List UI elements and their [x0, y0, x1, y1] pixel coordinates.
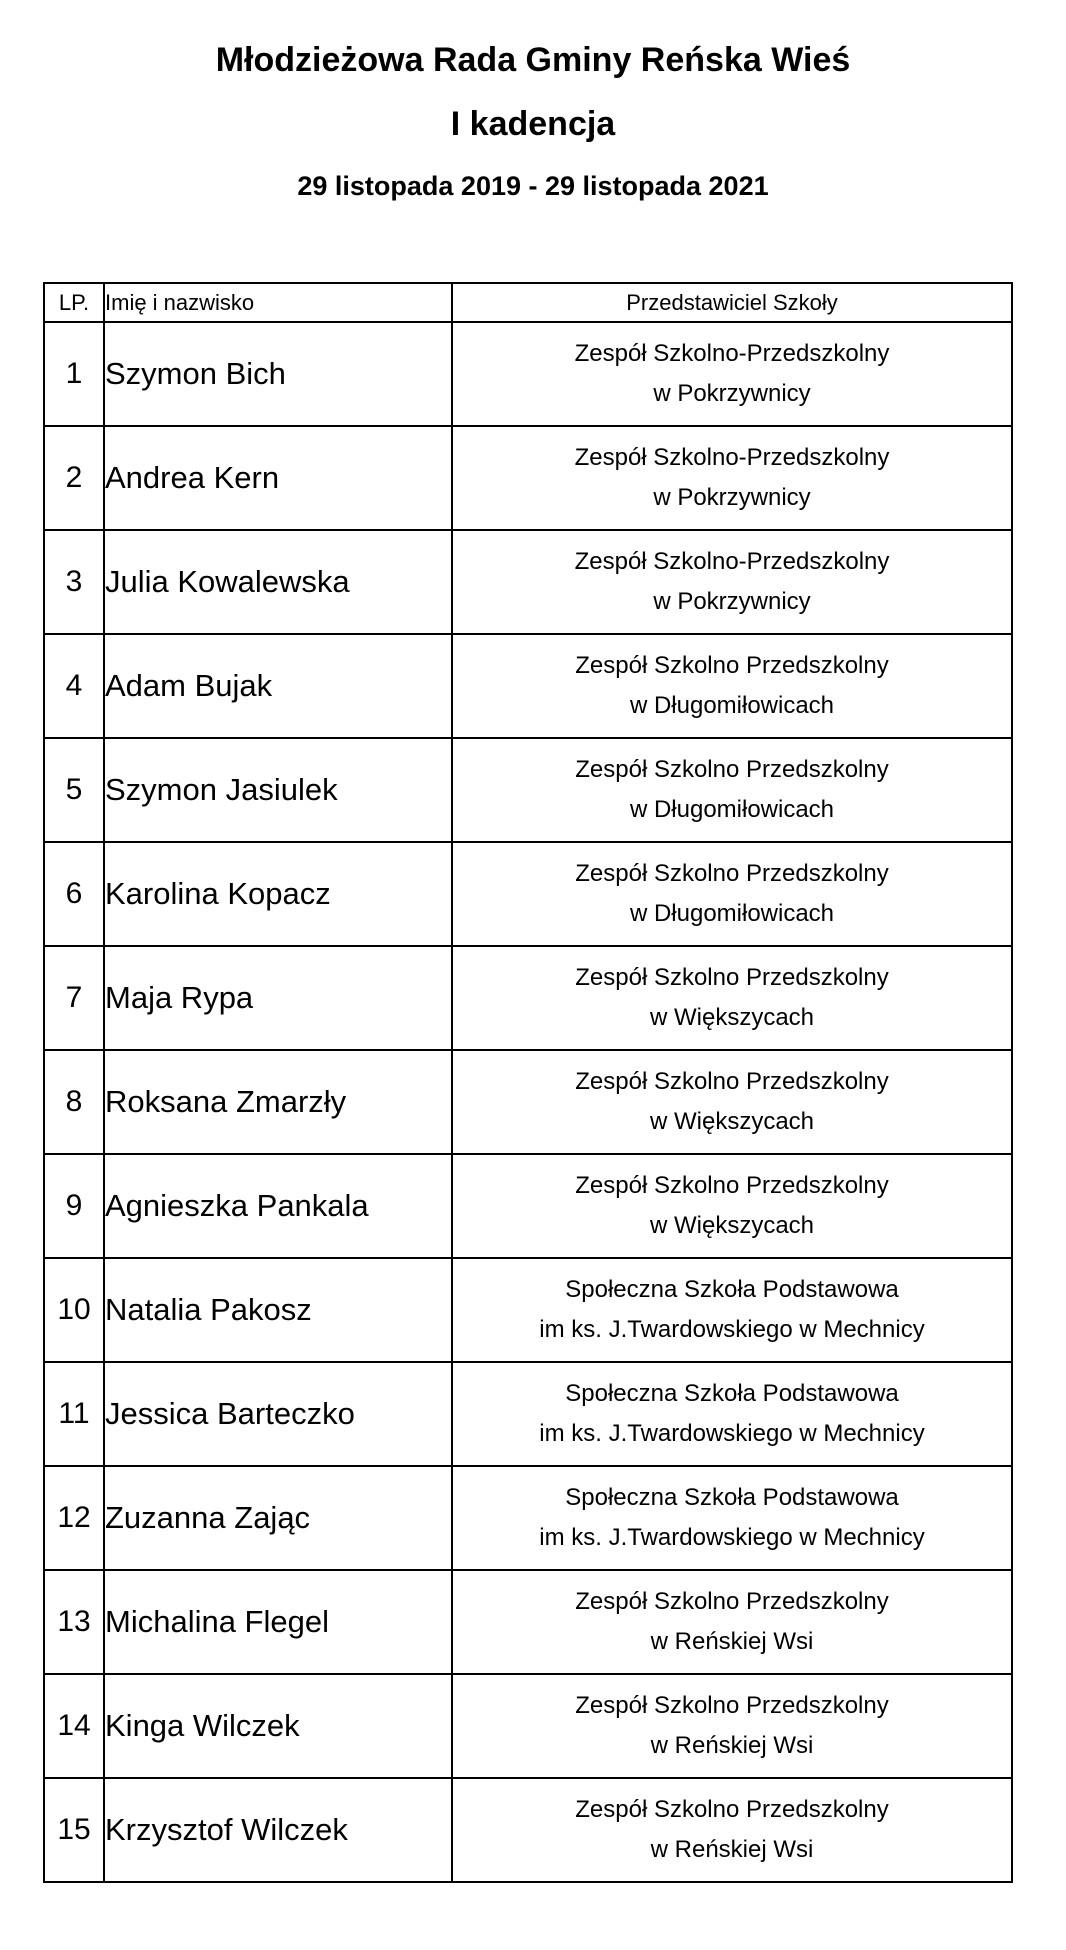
row-number: 8	[44, 1050, 104, 1154]
member-name: Szymon Jasiulek	[104, 738, 452, 842]
table-row	[44, 634, 1012, 738]
member-name: Krzysztof Wilczek	[104, 1778, 452, 1882]
table-header-row	[44, 283, 1012, 322]
row-number: 5	[44, 738, 104, 842]
row-number: 6	[44, 842, 104, 946]
member-name: Jessica Barteczko	[104, 1362, 452, 1466]
table-row	[44, 1674, 1012, 1778]
school-cell	[452, 1154, 1012, 1258]
school-name: Społeczna Szkoła Podstawowa	[565, 1484, 899, 1511]
member-name: Agnieszka Pankala	[104, 1154, 452, 1258]
school-name: Zespół Szkolno-Przedszkolny	[574, 444, 890, 471]
school-location: w Długomiłowicach	[629, 796, 835, 823]
member-name: Szymon Bich	[104, 322, 452, 426]
row-number: 3	[44, 530, 104, 634]
table-row	[44, 530, 1012, 634]
row-number: 12	[44, 1466, 104, 1570]
school-location: w Długomiłowicach	[629, 900, 835, 927]
school-location: w Reńskiej Wsi	[650, 1836, 814, 1863]
school-location: w Reńskiej Wsi	[650, 1628, 814, 1655]
member-name: Natalia Pakosz	[104, 1258, 452, 1362]
school-name: Zespół Szkolno Przedszkolny	[575, 1172, 889, 1199]
school-location: w Większycach	[649, 1212, 815, 1239]
school-cell	[452, 946, 1012, 1050]
school-cell	[452, 1050, 1012, 1154]
school-name: Społeczna Szkoła Podstawowa	[565, 1276, 899, 1303]
school-cell	[452, 1778, 1012, 1882]
school-location: w Długomiłowicach	[629, 692, 835, 719]
member-name: Karolina Kopacz	[104, 842, 452, 946]
school-name: Zespół Szkolno Przedszkolny	[575, 1796, 889, 1823]
table-row	[44, 1050, 1012, 1154]
school-name: Zespół Szkolno Przedszkolny	[575, 756, 889, 783]
row-number: 7	[44, 946, 104, 1050]
row-number: 15	[44, 1778, 104, 1882]
school-name: Zespół Szkolno-Przedszkolny	[574, 340, 890, 367]
school-location: w Większycach	[649, 1108, 815, 1135]
member-name: Maja Rypa	[104, 946, 452, 1050]
school-cell	[452, 1362, 1012, 1466]
page-subtitle: I kadencja	[450, 105, 616, 143]
table-row	[44, 946, 1012, 1050]
member-name: Roksana Zmarzły	[104, 1050, 452, 1154]
school-cell	[452, 1258, 1012, 1362]
table-row	[44, 322, 1012, 426]
school-cell	[452, 738, 1012, 842]
school-cell	[452, 426, 1012, 530]
row-number: 13	[44, 1570, 104, 1674]
school-location: w Pokrzywnicy	[653, 380, 811, 407]
council-members-table	[43, 282, 1013, 1883]
school-name: Zespół Szkolno Przedszkolny	[575, 652, 889, 679]
school-cell	[452, 322, 1012, 426]
school-location: w Pokrzywnicy	[653, 484, 811, 511]
table-row	[44, 426, 1012, 530]
school-cell	[452, 1674, 1012, 1778]
table-row	[44, 738, 1012, 842]
member-name: Adam Bujak	[104, 634, 452, 738]
table-row	[44, 842, 1012, 946]
school-name: Zespół Szkolno Przedszkolny	[575, 1692, 889, 1719]
column-header-lp: LP.	[44, 283, 104, 322]
member-name: Julia Kowalewska	[104, 530, 452, 634]
school-location: im ks. J.Twardowskiego w Mechnicy	[539, 1316, 925, 1343]
school-cell	[452, 634, 1012, 738]
term-dates: 29 listopada 2019 - 29 listopada 2021	[297, 171, 769, 201]
row-number: 9	[44, 1154, 104, 1258]
school-location: w Pokrzywnicy	[653, 588, 811, 615]
table-row	[44, 1154, 1012, 1258]
school-location: im ks. J.Twardowskiego w Mechnicy	[539, 1524, 925, 1551]
school-location: w Większycach	[649, 1004, 815, 1031]
member-name: Kinga Wilczek	[104, 1674, 452, 1778]
school-location: im ks. J.Twardowskiego w Mechnicy	[539, 1420, 925, 1447]
table-row	[44, 1258, 1012, 1362]
row-number: 10	[44, 1258, 104, 1362]
row-number: 11	[44, 1362, 104, 1466]
school-name: Zespół Szkolno Przedszkolny	[575, 964, 889, 991]
column-header-name: Imię i nazwisko	[104, 283, 452, 322]
school-cell	[452, 1570, 1012, 1674]
school-cell	[452, 1466, 1012, 1570]
row-number: 14	[44, 1674, 104, 1778]
school-name: Społeczna Szkoła Podstawowa	[565, 1380, 899, 1407]
member-name: Andrea Kern	[104, 426, 452, 530]
member-name: Zuzanna Zając	[104, 1466, 452, 1570]
page-title: Młodzieżowa Rada Gminy Reńska Wieś	[215, 41, 851, 79]
table-row	[44, 1466, 1012, 1570]
school-location: w Reńskiej Wsi	[650, 1732, 814, 1759]
school-name: Zespół Szkolno Przedszkolny	[575, 860, 889, 887]
row-number: 2	[44, 426, 104, 530]
member-name: Michalina Flegel	[104, 1570, 452, 1674]
school-cell	[452, 530, 1012, 634]
table-body	[44, 322, 1012, 1882]
school-name: Zespół Szkolno Przedszkolny	[575, 1588, 889, 1615]
table-row	[44, 1778, 1012, 1882]
row-number: 4	[44, 634, 104, 738]
table-row	[44, 1362, 1012, 1466]
column-header-school: Przedstawiciel Szkoły	[452, 283, 1012, 322]
row-number: 1	[44, 322, 104, 426]
school-cell	[452, 842, 1012, 946]
table-row	[44, 1570, 1012, 1674]
school-name: Zespół Szkolno-Przedszkolny	[574, 548, 890, 575]
school-name: Zespół Szkolno Przedszkolny	[575, 1068, 889, 1095]
